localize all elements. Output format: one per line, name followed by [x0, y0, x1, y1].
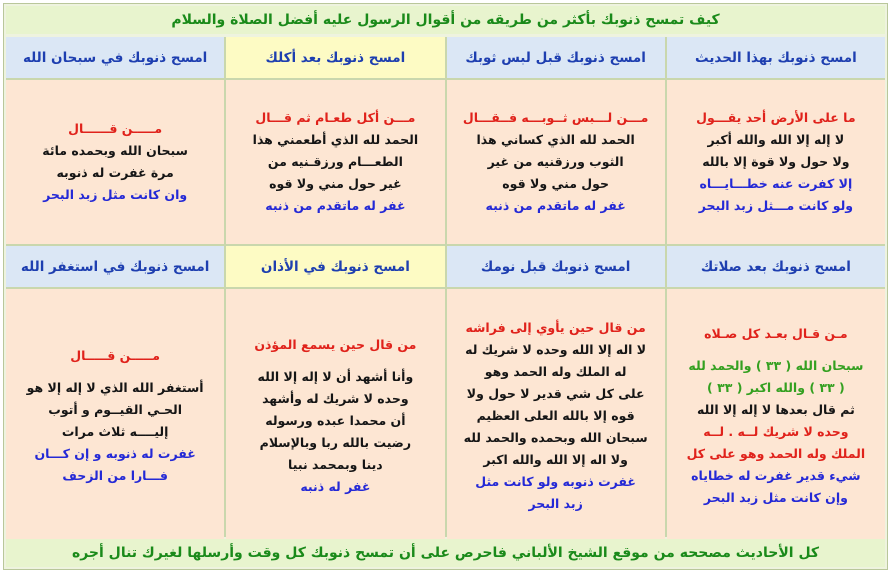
card — [3, 3, 888, 570]
header-after-prayer: امسح ذنوبك بعد صلاتك — [667, 246, 885, 287]
footer-note: كل الأحاديث مصححه من موقع الشيخ الألباني فاحرص على أن تمسح ذنوبك كل وقت وأرسلها لغيرك تنال أجره — [6, 539, 885, 567]
header-subhanallah: امسح ذنوبك في سبحان الله — [6, 37, 224, 78]
cell-line: مـــــن قـــــال — [70, 348, 161, 363]
cell-after-prayer — [667, 289, 885, 543]
cell-line: ( ٣٣ ) والله اكبر ( ٣٣ ) — [707, 380, 845, 395]
cell-line: سبحان الله وبحمده والحمد لله — [463, 430, 648, 445]
cell-this-hadith — [667, 80, 885, 244]
cell-line: غير حول مني ولا قوه — [269, 176, 402, 191]
header-istighfar: امسح ذنوبك في استغفر الله — [6, 246, 224, 287]
cell-line: قوه إلا بالله العلى العظيم — [476, 408, 635, 423]
cell-line: ولا حول ولا قوة إلا بالله — [702, 154, 850, 169]
cell-line: مـــــن قــــــال — [68, 121, 163, 136]
cell-line: لا إله إلا الله والله أكبر — [707, 132, 845, 147]
cell-line: إليــــه ثلاث مرات — [61, 424, 169, 439]
cell-istighfar — [6, 289, 224, 543]
cell-line: حول مني ولا قوه — [502, 176, 609, 191]
cell-line: زبد البحر — [528, 496, 583, 511]
cell-line: رضيت بالله ربا وبالإسلام — [259, 435, 412, 450]
cell-line: لا اله إلا الله وحده لا شريك له — [465, 342, 647, 357]
hadith-grid — [6, 37, 885, 537]
header-this-hadith: امسح ذنوبك بهذا الحديث — [667, 37, 885, 78]
cell-line: سبحان الله ( ٣٣ ) والحمد لله — [688, 358, 864, 373]
cell-line: مـن قـال بعـد كل صـلاه — [704, 326, 848, 341]
header-before-sleep: امسح ذنوبك قبل نومك — [447, 246, 665, 287]
cell-before-dressing — [447, 80, 665, 244]
cell-line: ثم قال بعدها لا إله إلا الله — [696, 402, 855, 417]
cell-line: وحده لا شريك له وأشهد — [262, 391, 409, 406]
cell-line: وأنا أشهد أن لا إله إلا الله — [257, 369, 414, 384]
cell-before-sleep — [447, 289, 665, 543]
cell-line: غفرت ذنوبه ولو كانت مثل — [475, 474, 636, 489]
cell-line: وان كانت مثل زبد البحر — [43, 187, 188, 202]
cell-line: مـــن أكل طعـام ثم قـــال — [255, 110, 416, 125]
page-title: كيف تمسح ذنوبك بأكثر من طريقه من أقوال الرسول عليه أفضل الصلاة والسلام — [6, 6, 885, 34]
cell-line: الحمد لله الذي كساني هذا — [476, 132, 635, 147]
cell-line: مـــن لـــبس ثــوبـــه فــقـــال — [462, 110, 649, 125]
cell-line: الحـي القيــوم و أتوب — [48, 402, 182, 417]
cell-line: ولا اله إلا الله والله اكبر — [483, 452, 628, 467]
header-before-dressing: امسح ذنوبك قبل لبس ثوبك — [447, 37, 665, 78]
cell-line: الملك وله الحمد وهو على كل — [686, 446, 866, 461]
cell-line: أن محمدا عبده ورسوله — [265, 413, 406, 428]
cell-line: له الملك وله الحمد وهو — [484, 364, 627, 379]
cell-line: أستغفر الله الذي لا إله إلا هو — [26, 380, 204, 395]
cell-line: فـــارا من الزحف — [62, 468, 168, 483]
header-adhan: امسح ذنوبك في الأذان — [226, 246, 444, 287]
header-after-eating: امسح ذنوبك بعد أكلك — [226, 37, 444, 78]
cell-line: إلا كفرت عنه خطـــايـــاه — [699, 176, 853, 191]
cell-after-eating — [226, 80, 444, 244]
cell-line: سبحان الله وبحمده مائة — [42, 143, 188, 158]
cell-line: الطعـــام ورزقـنيه من — [267, 154, 403, 169]
cell-adhan — [226, 289, 444, 543]
cell-line: ما على الأرض أحد يقـــول — [696, 110, 856, 125]
cell-line: وحده لا شريك لــه . لــه — [703, 424, 849, 439]
cell-line: وإن كانت مثل زبد البحر — [703, 490, 848, 505]
cell-line: مرة غفرت له ذنوبه — [56, 165, 174, 180]
cell-line: غفر له ماتقدم من ذنبه — [265, 198, 406, 213]
cell-subhanallah — [6, 80, 224, 244]
cell-line: الثوب ورزقنيه من غير — [487, 154, 624, 169]
cell-line: غفر له ذنبه — [300, 479, 371, 494]
cell-line: من قال حين يسمع المؤذن — [254, 337, 417, 352]
cell-line: من قال حين يأوي إلى فراشه — [465, 320, 646, 335]
cell-line: شيء قدير غفرت له خطاياه — [691, 468, 861, 483]
cell-line: على كل شي قدير لا حول ولا — [466, 386, 645, 401]
cell-line: غفر له ماتقدم من ذنبه — [485, 198, 626, 213]
cell-line: الحمد لله الذي أطعمني هذا — [252, 132, 419, 147]
cell-line: ولو كانت مـــثل زبد البحر — [698, 198, 854, 213]
cell-line: دينا وبمحمد نبيا — [288, 457, 383, 472]
cell-line: غفرت له ذنوبه و إن كـــان — [34, 446, 196, 461]
